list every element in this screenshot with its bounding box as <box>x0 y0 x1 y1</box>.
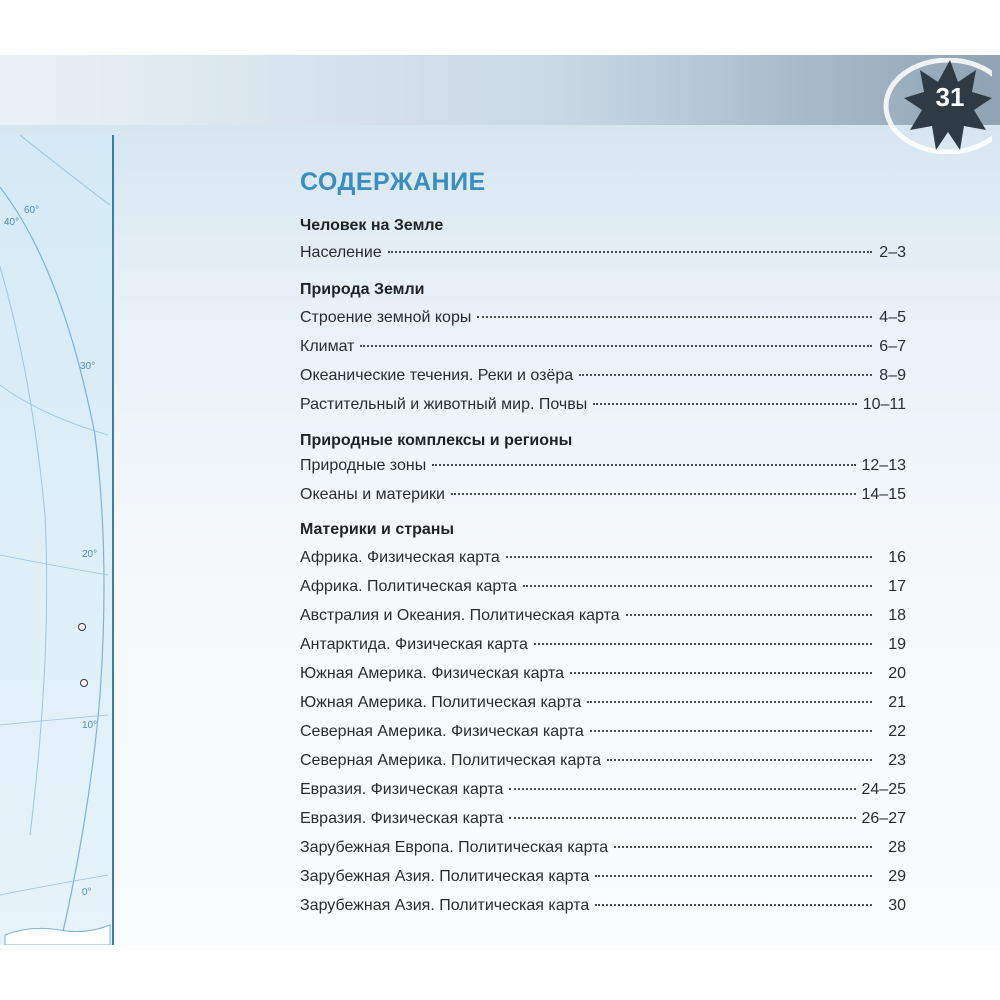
toc-entry[interactable] <box>300 897 906 919</box>
map-lat-label: 40° <box>4 217 20 228</box>
toc-entry-pages: 17 <box>888 578 906 595</box>
toc-entry-pages: 10–11 <box>862 396 906 413</box>
map-lat-label: 0° <box>82 887 92 898</box>
toc-entry[interactable] <box>300 665 906 687</box>
toc-entry-label: Южная Америка. Политическая карта <box>300 694 582 711</box>
header-band <box>0 55 1000 125</box>
toc-entry[interactable] <box>300 457 906 479</box>
toc-entry-label: Северная Америка. Политическая карта <box>300 752 601 769</box>
toc-entry-label: Океаны и материки <box>300 486 445 503</box>
toc-entry-label: Австралия и Океания. Политическая карта <box>300 607 620 624</box>
dot-leader <box>523 585 872 587</box>
toc-entry-pages: 22 <box>888 723 906 740</box>
dot-leader <box>534 643 872 645</box>
toc-entry-label: Природные зоны <box>300 457 427 474</box>
toc-entry-label: Антарктида. Физическая карта <box>300 636 528 653</box>
toc-entry-label: Зарубежная Азия. Политическая карта <box>300 897 590 914</box>
toc-entry[interactable] <box>300 839 906 861</box>
dot-leader <box>509 788 855 790</box>
toc-entry[interactable] <box>300 338 906 360</box>
toc-entry-label: Океанические течения. Реки и озёра <box>300 367 574 384</box>
dot-leader <box>607 759 872 761</box>
island-dot <box>81 680 88 687</box>
toc-entry-pages: 30 <box>888 897 906 914</box>
toc-entry-pages: 18 <box>888 607 906 624</box>
toc-entry[interactable] <box>300 486 906 508</box>
dot-leader <box>509 817 855 819</box>
toc-entry[interactable] <box>300 367 906 389</box>
section-heading: Человек на Земле <box>300 217 444 234</box>
dot-leader <box>432 464 855 466</box>
map-lat-label: 30° <box>80 361 96 372</box>
toc-entry-label: Строение земной коры <box>300 309 472 326</box>
dot-leader <box>593 403 856 405</box>
map-lat-label: 60° <box>24 205 40 216</box>
map-fragment <box>0 135 114 945</box>
section-heading: Природные комплексы и регионы <box>300 432 573 449</box>
toc-entry-pages: 23 <box>888 752 906 769</box>
toc-entry-pages: 2–3 <box>879 244 906 261</box>
toc-entry-label: Африка. Физическая карта <box>300 549 500 566</box>
toc-entry[interactable] <box>300 244 906 266</box>
toc-entry-pages: 6–7 <box>879 338 906 355</box>
toc-entry-pages: 21 <box>888 694 906 711</box>
toc-entry[interactable] <box>300 578 906 600</box>
dot-leader <box>595 904 872 906</box>
dot-leader <box>614 846 872 848</box>
toc-entry[interactable] <box>300 694 906 716</box>
toc-entry-label: Евразия. Физическая карта <box>300 810 504 827</box>
dot-leader <box>477 316 872 318</box>
toc-entry-pages: 20 <box>888 665 906 682</box>
section-heading: Природа Земли <box>300 281 425 298</box>
toc-entry-pages: 24–25 <box>861 781 906 798</box>
dot-leader <box>360 345 872 347</box>
toc-entry-pages: 16 <box>888 549 906 566</box>
toc-entry-pages: 26–27 <box>861 810 906 827</box>
toc-entry[interactable] <box>300 868 906 890</box>
dot-leader <box>506 556 872 558</box>
page-number: 31 <box>935 82 965 112</box>
toc-entry-label: Климат <box>300 338 355 355</box>
toc-entry-label: Северная Америка. Физическая карта <box>300 723 584 740</box>
map-lat-label: 10° <box>82 720 98 731</box>
dot-leader <box>590 730 872 732</box>
toc-entry-pages: 4–5 <box>879 309 906 326</box>
dot-leader <box>570 672 872 674</box>
dot-leader <box>587 701 872 703</box>
toc-entry-pages: 14–15 <box>861 486 906 503</box>
dot-leader <box>626 614 872 616</box>
toc-entry-label: Африка. Политическая карта <box>300 578 518 595</box>
dot-leader <box>451 493 856 495</box>
map-lat-label: 20° <box>82 549 98 560</box>
toc-entry-label: Евразия. Физическая карта <box>300 781 504 798</box>
section-heading: Материки и страны <box>300 521 455 538</box>
dot-leader <box>595 875 872 877</box>
toc-entry-pages: 12–13 <box>861 457 906 474</box>
toc-entry-pages: 8–9 <box>879 367 906 384</box>
toc-entry[interactable] <box>300 549 906 571</box>
toc-entry[interactable] <box>300 396 906 418</box>
toc-entry[interactable] <box>300 752 906 774</box>
island-dot <box>79 624 86 631</box>
toc-entry[interactable] <box>300 607 906 629</box>
toc-entry[interactable] <box>300 810 906 832</box>
toc-entry-label: Зарубежная Азия. Политическая карта <box>300 868 590 885</box>
dot-leader <box>388 251 872 253</box>
page-title: СОДЕРЖАНИЕ <box>300 168 486 196</box>
toc-entry[interactable] <box>300 723 906 745</box>
toc-entry-label: Южная Америка. Физическая карта <box>300 665 565 682</box>
toc-entry[interactable] <box>300 309 906 331</box>
toc-entry-label: Растительный и животный мир. Почвы <box>300 396 588 413</box>
toc-entry-pages: 19 <box>888 636 906 653</box>
toc-entry-pages: 29 <box>888 868 906 885</box>
toc-entry-pages: 28 <box>888 839 906 856</box>
toc-entry[interactable] <box>300 781 906 803</box>
dot-leader <box>579 374 872 376</box>
toc-entry[interactable] <box>300 636 906 658</box>
toc-entry-label: Зарубежная Европа. Политическая карта <box>300 839 609 856</box>
toc-entry-label: Население <box>300 244 382 261</box>
